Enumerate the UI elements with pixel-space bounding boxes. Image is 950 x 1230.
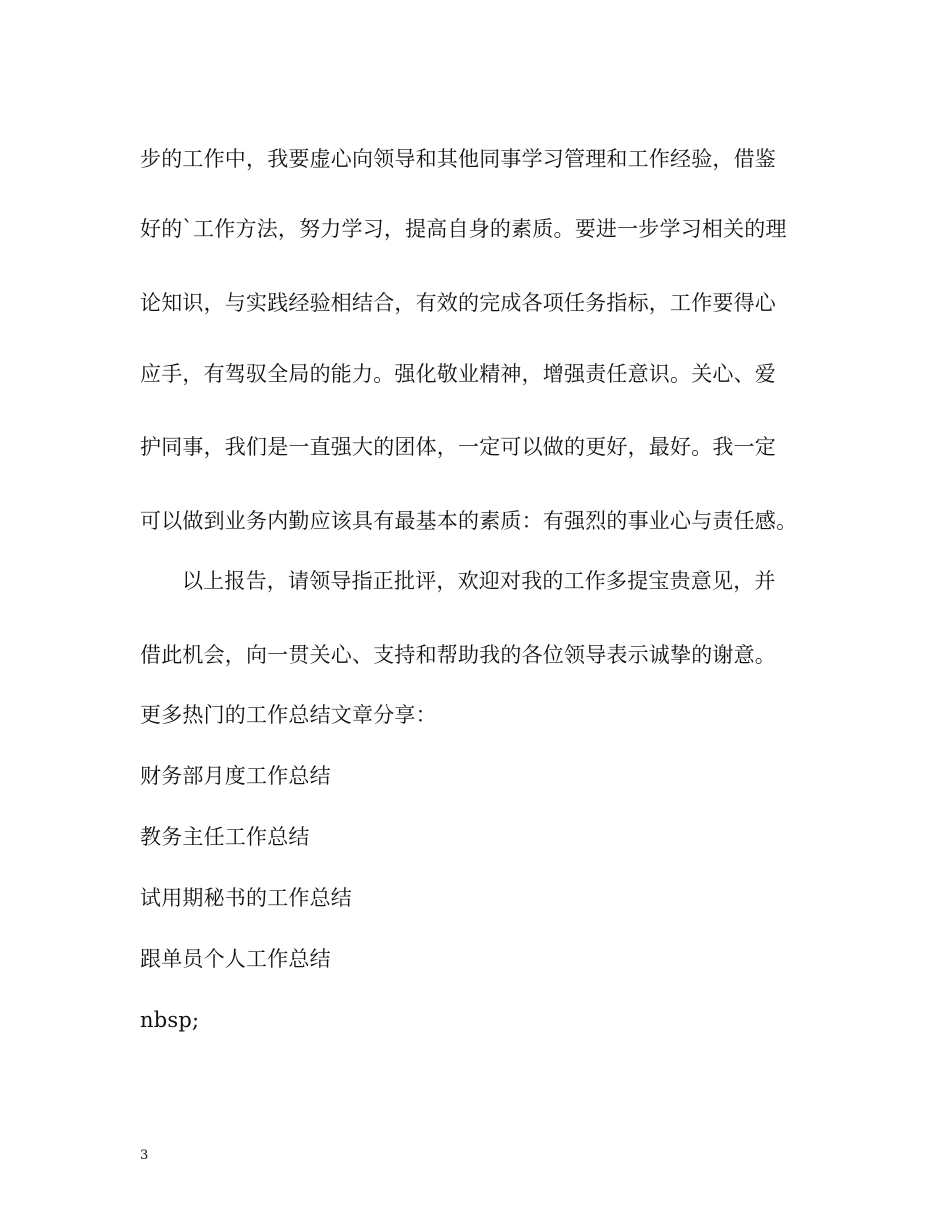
body-line-4: 应手，有驾驭全局的能力。强化敬业精神，增强责任意识。关心、爱 (140, 362, 776, 386)
body-line-5: 护同事，我们是一直强大的团体，一定可以做的更好，最好。我一定 (140, 435, 776, 459)
page-number: 3 (140, 1148, 149, 1163)
body-line-1: 步的工作中，我要虚心向领导和其他同事学习管理和工作经验，借鉴 (140, 147, 776, 171)
related-article-link[interactable]: 试用期秘书的工作总结 (140, 886, 352, 910)
closing-line-2: 借此机会，向一贯关心、支持和帮助我的各位领导表示诚挚的谢意。 (140, 643, 776, 667)
related-article-link[interactable]: 教务主任工作总结 (140, 825, 310, 849)
more-articles-heading: 更多热门的工作总结文章分享： (140, 703, 437, 727)
stray-text: nbsp; (140, 1008, 200, 1032)
closing-line-1: 以上报告，请领导指正批评，欢迎对我的工作多提宝贵意见，并 (182, 569, 776, 593)
body-line-6: 可以做到业务内勤应该具有最基本的素质：有强烈的事业心与责任感。 (140, 509, 798, 533)
body-line-3: 论知识，与实践经验相结合，有效的完成各项任务指标，工作要得心 (140, 291, 776, 315)
related-article-link[interactable]: 跟单员个人工作总结 (140, 947, 331, 971)
related-article-link[interactable]: 财务部月度工作总结 (140, 764, 331, 788)
body-line-2: 好的`工作方法，努力学习，提高自身的素质。要进一步学习相关的理 (140, 217, 787, 241)
